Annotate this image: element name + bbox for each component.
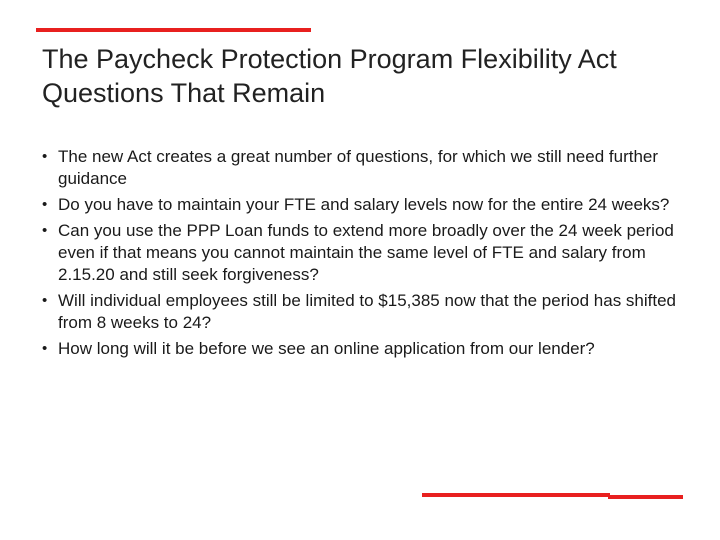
bullet-item	[42, 146, 682, 190]
bottom-accent-bar-right	[608, 495, 683, 499]
bullet-item	[42, 338, 682, 360]
bullet-icon: •	[42, 292, 48, 309]
bullet-text: Can you use the PPP Loan funds to extend more broadly over the 24 week period even if that means you cannot maintain the same level of FTE and salary from 2.15.20 and still seek forgiveness?	[58, 221, 674, 284]
bullet-text: Do you have to maintain your FTE and salary levels now for the entire 24 weeks?	[58, 195, 670, 214]
bullet-icon: •	[42, 222, 48, 239]
bullet-list	[42, 146, 682, 364]
slide-title-line-2: Questions That Remain	[42, 78, 326, 108]
bullet-text: Will individual employees still be limited to $15,385 now that the period has shifted from 8 weeks to 24?	[58, 291, 677, 332]
slide-title-line-1: The Paycheck Protection Program Flexibility Act	[42, 44, 617, 74]
bullet-icon: •	[42, 340, 48, 357]
bullet-item	[42, 220, 682, 286]
bullet-icon: •	[42, 148, 48, 165]
bullet-item	[42, 290, 682, 334]
bullet-icon: •	[42, 196, 48, 213]
bullet-item	[42, 194, 682, 216]
bullet-text: How long will it be before we see an online application from our lender?	[58, 339, 595, 358]
top-accent-bar	[36, 28, 311, 32]
bullet-text: The new Act creates a great number of questions, for which we still need further guidance	[58, 147, 659, 188]
slide-title	[42, 42, 692, 110]
bottom-accent-bar-left	[422, 493, 610, 497]
